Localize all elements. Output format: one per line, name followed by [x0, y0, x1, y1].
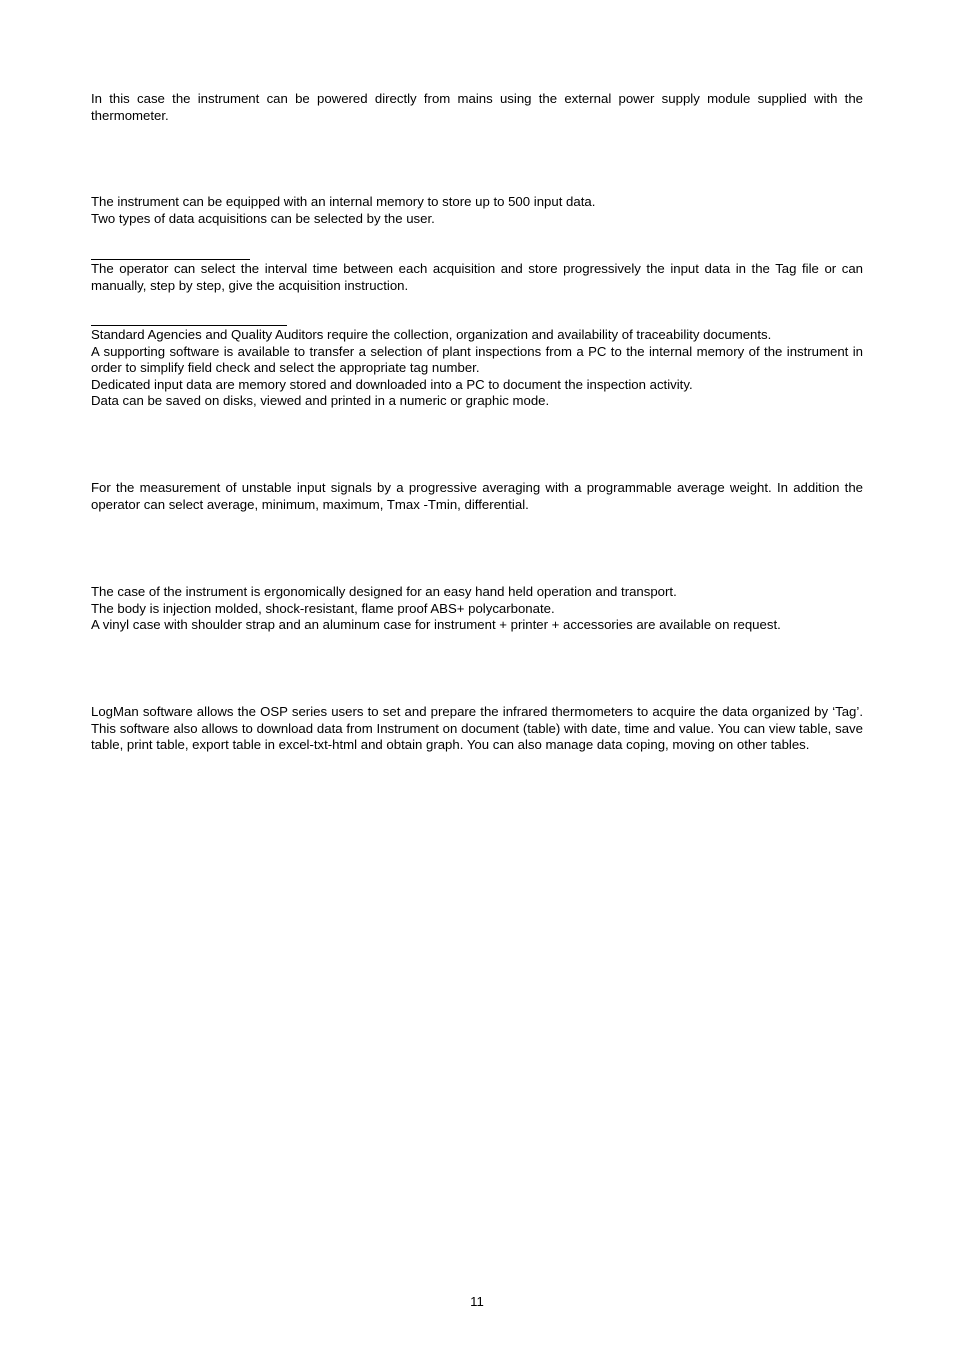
memory-paragraph-2: Two types of data acquisitions can be selected by the user.: [91, 210, 435, 226]
traceability-paragraph-1: Standard Agencies and Quality Auditors require the collection, organization and availability of traceability documents.: [91, 327, 772, 342]
page-number: 11: [470, 1294, 484, 1309]
power-section: [91, 91, 863, 124]
memory-paragraph-1: The instrument can be equipped with an internal memory to store up to 500 input data.: [91, 194, 596, 209]
traceability-paragraph-2: A supporting software is available to transfer a selection of plant inspections from a PC to the internal memory of the instrument in order to simplify field check and select the appropriate tag number.: [91, 343, 863, 376]
case-paragraph-2: The body is injection molded, shock-resistant, flame proof ABS+ polycarbonate.: [91, 600, 555, 616]
traceability-heading-rule: [91, 325, 287, 326]
case-paragraph-3: A vinyl case with shoulder strap and an aluminum case for instrument + printer + accessories are available on request.: [91, 617, 781, 633]
acquisition-paragraph: The operator can select the interval time between each acquisition and store progressively the input data in the Tag file or can manually, step by step, give the acquisition instruction.: [91, 261, 863, 293]
averaging-section: [91, 480, 863, 513]
averaging-paragraph: For the measurement of unstable input signals by a progressive averaging with a programmable average weight. In addition the operator can select average, minimum, maximum, Tmax -Tmin, differential.: [91, 480, 863, 512]
memory-section: [91, 194, 863, 227]
software-section: [91, 704, 863, 754]
traceability-paragraph-4: Data can be saved on disks, viewed and printed in a numeric or graphic mode.: [91, 393, 550, 409]
acquisition-heading-rule: [91, 259, 250, 260]
software-paragraph: LogMan software allows the OSP series users to set and prepare the infrared thermometers to acquire the data organized by ‘Tag’. This software also allows to download data from Instrument on document (table) with date, time and value. You can view table, save table, print table, export table in excel-txt-html and obtain graph. You can also manage data coping, moving on other tables.: [91, 704, 863, 753]
case-section: [91, 584, 863, 634]
power-paragraph: In this case the instrument can be powered directly from mains using the external power supply module supplied with the thermometer.: [91, 91, 863, 123]
traceability-section: [91, 327, 863, 410]
traceability-paragraph-3: Dedicated input data are memory stored and downloaded into a PC to document the inspection activity.: [91, 376, 693, 392]
acquisition-section: [91, 261, 863, 294]
case-paragraph-1: The case of the instrument is ergonomically designed for an easy hand held operation and transport.: [91, 584, 677, 599]
